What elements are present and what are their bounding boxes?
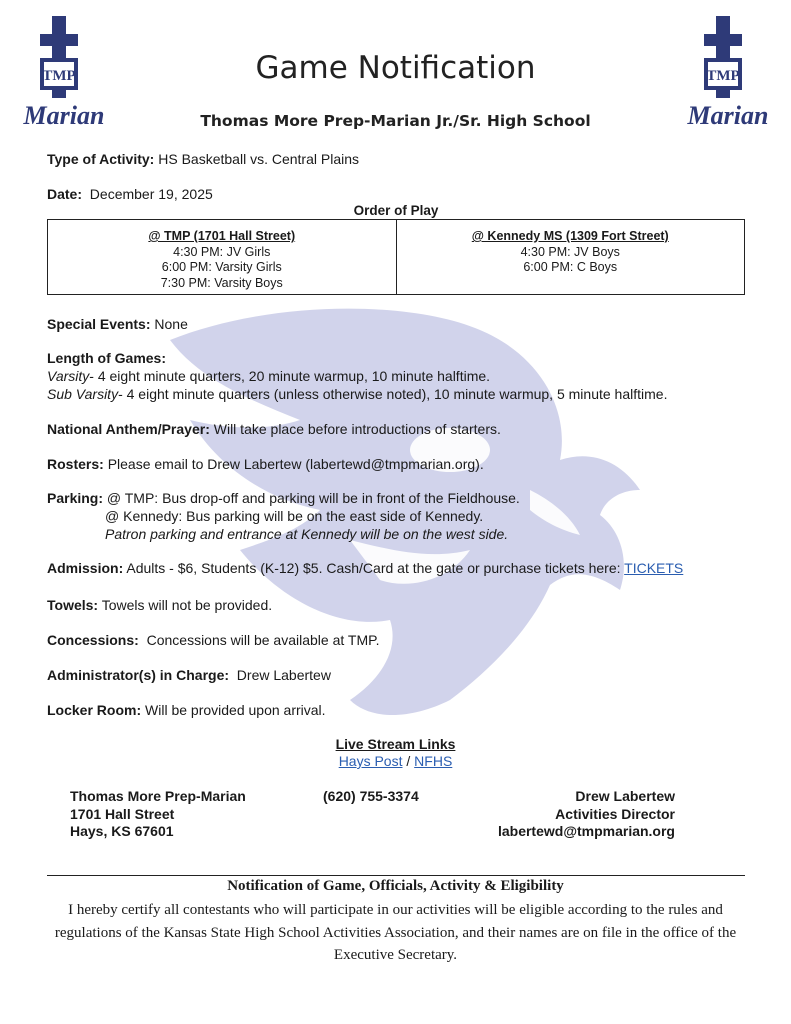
varsity-text: - 4 eight minute quarters, 20 minute warmup, 10 minute halftime. xyxy=(89,368,491,384)
contact-email: labertewd@tmpmarian.org xyxy=(497,823,675,839)
activity-line xyxy=(47,150,359,168)
special-events-line xyxy=(47,315,188,333)
length-heading xyxy=(47,349,166,367)
contact-person xyxy=(498,788,675,841)
admin-value: Drew Labertew xyxy=(236,667,331,683)
school-name: Thomas More Prep-Marian Jr./Sr. High School xyxy=(200,112,591,130)
logo-wordmark: Marian xyxy=(687,101,769,130)
contact-city: Hays, KS 67601 xyxy=(70,823,174,839)
locker-line xyxy=(47,701,326,719)
game-entry: 4:30 PM: JV Boys xyxy=(520,244,620,259)
game-entry: 7:30 PM: Varsity Boys xyxy=(160,275,283,290)
contact-role: Activities Director xyxy=(555,805,675,822)
concessions-line xyxy=(47,631,380,649)
admin-label: Administrator(s) in Charge: xyxy=(47,667,230,683)
parking-kennedy: @ Kennedy: Bus parking will be on the east side of Kennedy. xyxy=(105,508,484,524)
order-of-play-title: Order of Play xyxy=(353,203,439,218)
admin-line xyxy=(47,666,331,684)
parking-patron: Patron parking and entrance at Kennedy will be on the west side. xyxy=(105,526,509,542)
date-value: December 19, 2025 xyxy=(89,186,213,202)
length-label: Length of Games: xyxy=(47,350,167,366)
sub-varsity-length-line xyxy=(47,385,667,403)
anthem-label: National Anthem/Prayer: xyxy=(47,421,210,437)
order-column-kennedy xyxy=(396,220,745,294)
link-separator: / xyxy=(406,753,411,769)
order-column-heading: @ Kennedy MS (1309 Fort Street) xyxy=(471,229,669,243)
contact-name: Drew Labertew xyxy=(575,788,675,804)
divider xyxy=(47,875,745,876)
parking-line xyxy=(47,489,520,507)
towels-line xyxy=(47,596,272,614)
varsity-length-line xyxy=(47,367,490,385)
towels-label: Towels: xyxy=(47,597,99,613)
locker-label: Locker Room: xyxy=(47,702,142,718)
activity-value: HS Basketball vs. Central Plains xyxy=(158,151,360,167)
contact-phone: (620) 755-3374 xyxy=(323,788,419,804)
concessions-value: Concessions will be available at TMP. xyxy=(146,632,380,648)
date-label: Date: xyxy=(47,186,83,202)
tickets-link[interactable]: TICKETS xyxy=(624,560,684,576)
special-events-value: None xyxy=(154,316,188,332)
live-stream-title: Live Stream Links xyxy=(335,736,456,752)
certification-text: I hereby certify all contestants who will participate in our activities will be eligible according to the rules and regulations of the Kansas State High School Activities Association, and their names are on file in the office of the Executive Secretary. xyxy=(54,902,737,963)
game-entry: 6:00 PM: Varsity Girls xyxy=(161,260,282,274)
logo-letters: TMP xyxy=(42,68,76,84)
parking-label: Parking: xyxy=(47,490,104,506)
live-stream-links xyxy=(0,753,791,769)
sub-varsity-text: - 4 eight minute quarters (unless otherwise noted), 10 minute warmup, 5 minute halftime. xyxy=(118,386,668,402)
page-title: Game Notification xyxy=(255,50,536,86)
admission-line xyxy=(47,559,683,577)
game-entry: 4:30 PM: JV Girls xyxy=(173,244,271,259)
contact-street: 1701 Hall Street xyxy=(70,805,175,822)
certification-title: Notification of Game, Officials, Activity & Eligibility xyxy=(227,878,564,894)
logo-letters: TMP xyxy=(706,68,740,84)
logo-wordmark: Marian xyxy=(23,101,105,130)
rosters-label: Rosters: xyxy=(47,456,104,472)
date-line xyxy=(47,185,213,203)
contact-address xyxy=(70,788,246,841)
hays-post-link[interactable]: Hays Post xyxy=(338,753,403,769)
nfhs-link[interactable]: NFHS xyxy=(414,753,453,769)
parking-tmp: @ TMP: Bus drop-off and parking will be in front of the Fieldhouse. xyxy=(106,490,520,506)
locker-value: Will be provided upon arrival. xyxy=(145,702,326,718)
rosters-value: Please email to Drew Labertew (labertewd@tmpmarian.org). xyxy=(107,456,484,472)
admission-value: Adults - $6, Students (K-12) $5. Cash/Card at the gate or purchase tickets here: xyxy=(126,560,621,576)
anthem-line xyxy=(47,420,501,438)
special-events-label: Special Events: xyxy=(47,316,151,332)
sub-varsity-label: Sub Varsity xyxy=(47,386,119,402)
order-column-tmp xyxy=(48,220,396,294)
towels-value: Towels will not be provided. xyxy=(101,597,273,613)
admission-label: Admission: xyxy=(47,560,124,576)
game-entry: 6:00 PM: C Boys xyxy=(523,260,618,274)
activity-label: Type of Activity: xyxy=(47,151,155,167)
order-of-play-table xyxy=(47,219,745,295)
order-column-heading: @ TMP (1701 Hall Street) xyxy=(148,229,296,243)
varsity-label: Varsity xyxy=(47,368,90,384)
contact-school: Thomas More Prep-Marian xyxy=(70,788,246,804)
anthem-value: Will take place before introductions of starters. xyxy=(213,421,501,437)
concessions-label: Concessions: xyxy=(47,632,139,648)
rosters-line xyxy=(47,455,484,473)
